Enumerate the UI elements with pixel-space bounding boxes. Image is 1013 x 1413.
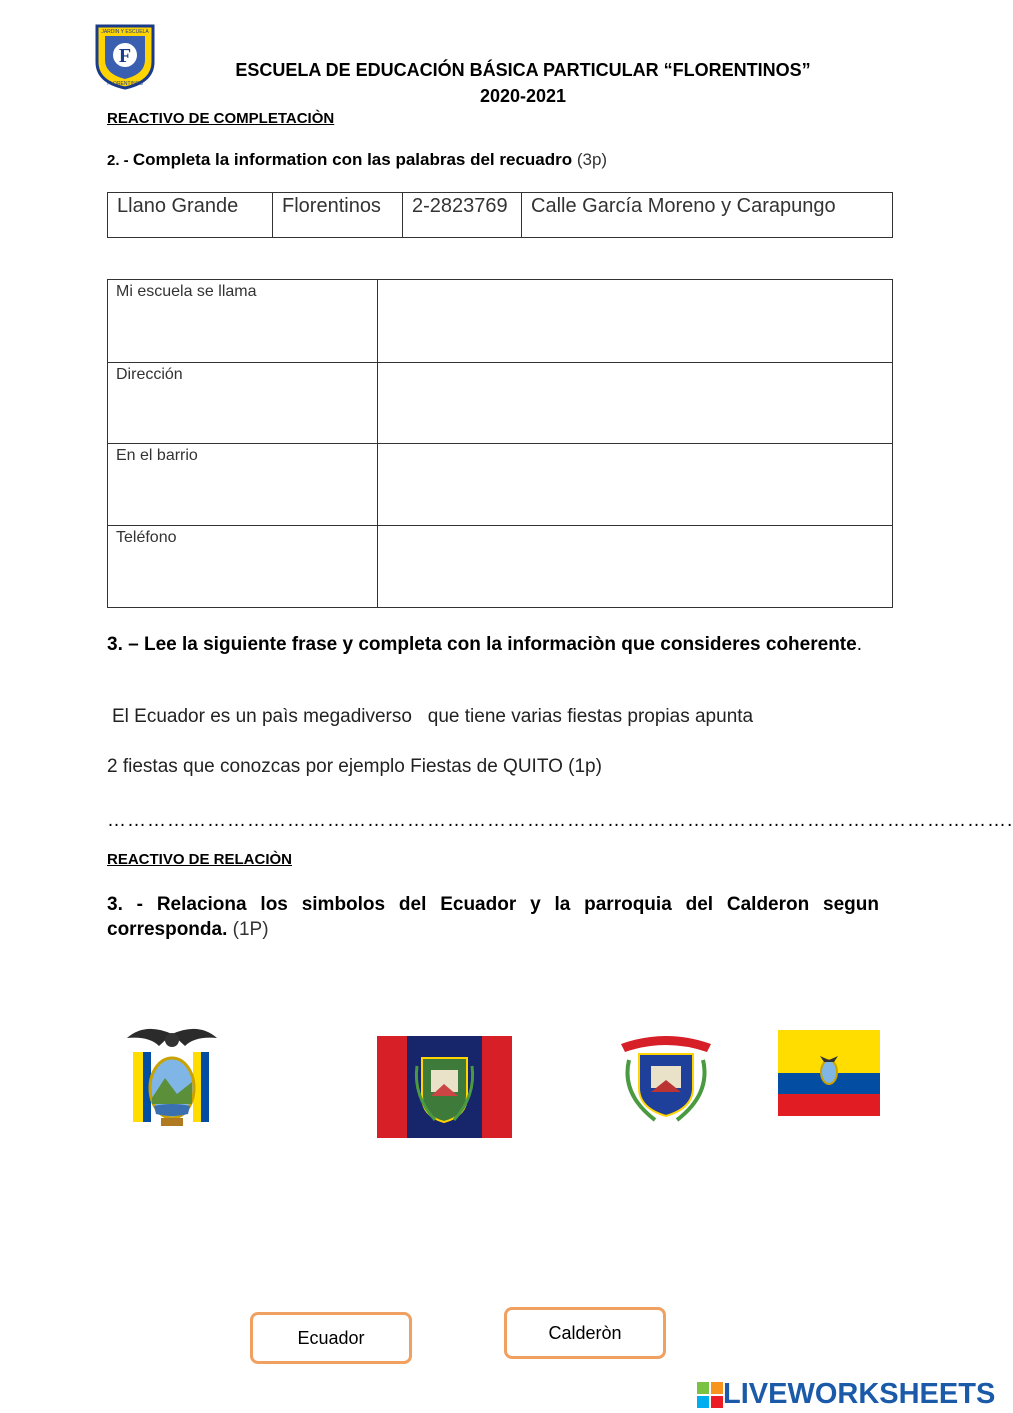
answer-drop-zone[interactable]: [378, 363, 893, 444]
table-row: [108, 444, 893, 526]
word-bank-item[interactable]: Florentinos: [273, 193, 403, 237]
logo-bottom-text: FLORENTINOS: [107, 81, 143, 87]
question-3a: [107, 632, 879, 657]
word-bank-item[interactable]: Calle García Moreno y Carapungo: [531, 195, 836, 217]
liveworksheets-logo: [697, 1378, 995, 1411]
word-bank-item[interactable]: 2-2823769: [403, 193, 522, 237]
question-2-points: (3p): [572, 150, 608, 169]
question-3b: [107, 892, 879, 942]
answer-drop-zone[interactable]: [378, 444, 893, 526]
answer-dotted-line[interactable]: ……………………………………………………………………………………………………………………….: [107, 810, 1013, 831]
row-label: En el barrio: [108, 444, 378, 526]
ecuador-flag-image[interactable]: [778, 1030, 880, 1116]
section-completacion-title: REACTIVO DE COMPLETACIÒN: [107, 110, 335, 127]
answer-drop-zone[interactable]: [378, 526, 893, 608]
liveworksheets-icon: [697, 1382, 723, 1408]
calderon-answer-button[interactable]: Calderòn: [504, 1307, 666, 1359]
row-label: Teléfono: [108, 526, 378, 608]
table-row: [108, 526, 893, 608]
liveworksheets-text: LIVEWORKSHEETS: [723, 1378, 996, 1410]
calderon-shield-image[interactable]: [615, 1030, 717, 1126]
section-relacion-title: REACTIVO DE RELACIÒN: [107, 851, 293, 868]
row-label: Dirección: [108, 363, 378, 444]
sentence-line-2: 2 fiestas que conozcas por ejemplo Fiestas de QUITO (1p): [107, 756, 602, 777]
question-3a-end: .: [856, 634, 862, 655]
logo-letter: F: [118, 45, 132, 67]
question-2-prefix: 2. -: [107, 152, 133, 169]
ecuador-answer-button[interactable]: Ecuador: [250, 1312, 412, 1364]
school-logo: [93, 22, 157, 90]
school-year: 2020-2021: [479, 86, 567, 106]
row-label: Mi escuela se llama: [108, 280, 378, 363]
table-row: [108, 280, 893, 363]
question-3a-text: 3. – Lee la siguiente frase y completa con la informaciòn que consideres coherente: [107, 634, 857, 655]
question-2: [107, 150, 607, 170]
ecuador-coat-of-arms-image[interactable]: [125, 1022, 219, 1134]
word-bank-item[interactable]: Llano Grande: [108, 193, 273, 237]
logo-arc-text: JARDIN Y ESCUELA: [101, 29, 149, 35]
question-3b-text: 3. - Relaciona los simbolos del Ecuador y la parroquia del Calderon segun corresponda.: [107, 894, 879, 940]
answer-drop-zone[interactable]: [378, 280, 893, 363]
question-2-text: Completa la information con las palabras del recuadro: [132, 150, 573, 169]
sentence-line-1: El Ecuador es un paìs megadiverso que tiene varias fiestas propias apunta: [112, 706, 754, 727]
calderon-flag-image[interactable]: [377, 1036, 512, 1138]
completion-table: [107, 279, 893, 608]
word-bank: [107, 192, 893, 238]
question-3b-points: (1P): [227, 919, 269, 940]
school-name: ESCUELA DE EDUCACIÓN BÁSICA PARTICULAR “FLORENTINOS”: [235, 60, 811, 80]
table-row: [108, 363, 893, 444]
